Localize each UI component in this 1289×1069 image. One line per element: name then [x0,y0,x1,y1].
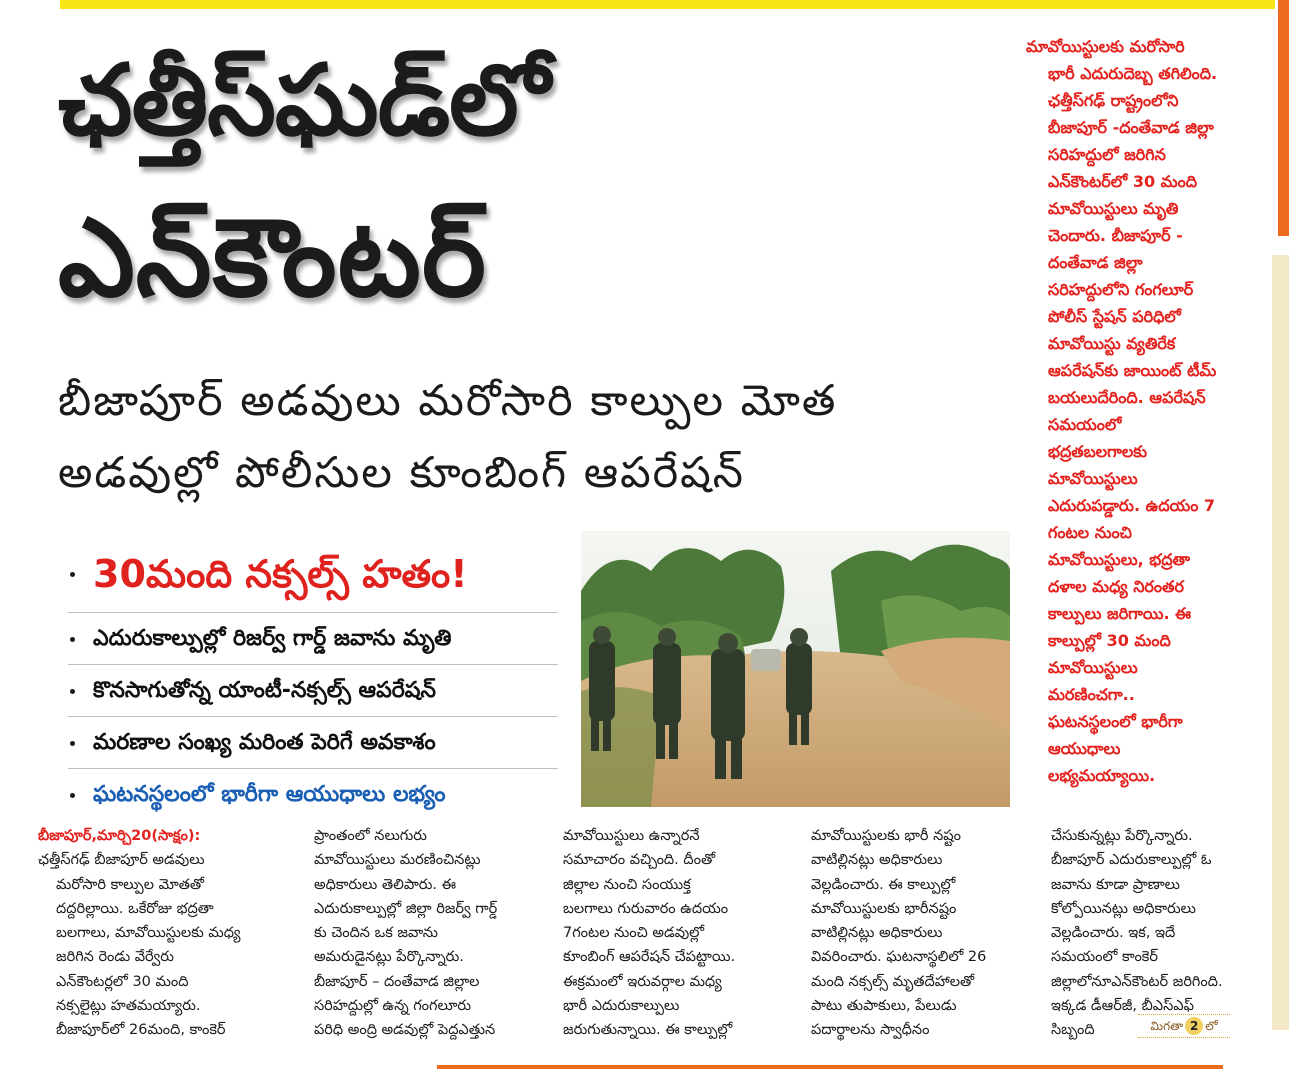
article-column-3 [545,824,780,1043]
article-line: అధికారులు తెలిపారు. ఈ [314,876,457,893]
sidebar-line: ఛత్తీస్‌గఢ్ రాష్ట్రంలోని [1048,91,1179,110]
subheadline-line-1: బీజాపూర్ అడవులు మరోసారి కాల్పుల మోత [58,376,838,426]
sidebar-paragraph [1026,33,1258,789]
continued-on-page-tag[interactable] [1138,1014,1230,1038]
highlight-item [68,613,558,665]
article-line: వెల్లడించారు. ఇక, ఇదే [1051,925,1176,942]
bullet-dot [70,637,75,642]
right-edge-cream-bar [1272,255,1289,1030]
sidebar-line: ఆయుధాలు [1048,739,1121,758]
bullet-dot [70,689,75,694]
page-number-badge: 2 [1185,1017,1203,1035]
article-line: వివరించారు. ఘటనాస్థలిలో 26 [811,949,987,966]
page-tag-left: మిగతా [1150,1019,1184,1033]
article-line: బీజాపూర్‌లో 26మంది, కాంకెర్ [56,1022,226,1039]
article-line: సమయంలో కాంకెర్ [1051,949,1158,966]
sidebar-line: మావోయిస్టు వ్యతిరేక [1048,334,1176,353]
highlight-main [68,536,558,613]
article-line: బలగాలు, మావోయిస్టులకు మధ్య [56,925,241,942]
sidebar-line: చెందారు. బీజాపూర్ - [1048,226,1183,245]
sidebar-line: సమయంలో [1048,415,1122,434]
dateline: బీజాపూర్,మార్చి20(సాక్షం): [38,828,201,844]
highlight-item [68,665,558,717]
article-line: సమాచారం వచ్చింది. దీంతో [563,852,716,869]
sidebar-line: మావోయిస్టులు మృతి [1048,199,1179,218]
bottom-orange-rule [437,1065,1223,1069]
highlights-list [68,536,558,820]
sidebar-line: ఘటనస్థలంలో భారీగా [1048,712,1183,731]
headline-line-1: ఛత్తీస్‌ఘడ్‌లో [58,44,549,158]
highlight-text: ఘటనస్థలంలో భారీగా ఆయుధాలు లభ్యం [93,782,446,807]
article-line: చేసుకున్నట్లు పేర్కొన్నారు. [1051,828,1193,844]
article-line: కూంబింగ్ ఆపరేషన్ చేపట్టాయి. [563,949,736,966]
bullet-dot [70,572,75,577]
article-line: కోల్పోయినట్లు అధికారులు [1051,900,1196,917]
article-line: మావోయిస్టులకు భారీ నష్టం [811,828,961,844]
article-line: ఛత్తీస్‌గఢ్ బీజాపూర్ అడవులు [38,852,205,869]
sidebar-line: గంటల నుంచి [1048,523,1132,542]
sidebar-line: సరిహద్దులోని గంగలూర్ [1048,280,1194,299]
sidebar-line: బయలుదేరింది. ఆపరేషన్ [1048,388,1206,407]
article-line: జవాను కూడా ప్రాణాలు [1051,876,1180,893]
highlight-item [68,769,558,820]
article-line: బీజాపూర్ ఎదురుకాల్పుల్లో ఓ [1051,852,1212,869]
article-line: ఇక్కడ డీఆర్‌జీ, బీఎస్‌ఎఫ్ [1051,998,1194,1015]
sidebar-line: మావోయిస్టులకు మరోసారి [1026,37,1185,56]
article-line: మావోయిస్టులు మరణించినట్లు [314,852,481,869]
sidebar-line: భద్రతబలగాలకు [1048,442,1148,461]
sidebar-line: కాల్పుల్లో 30 మంది [1048,631,1171,650]
article-line: జరుగుతున్నాయి. ఈ కాల్పుల్లో [563,1022,733,1039]
article-line: 7గంటల నుంచి అడవుల్లో [563,925,705,942]
article-line: ఎదురుకాల్పుల్లో జిల్లా రిజర్వ్ గార్డ్ [314,900,498,917]
sidebar-line: దళాల మధ్య నిరంతర [1048,577,1184,596]
sidebar-line: లభ్యమయ్యాయి. [1048,766,1156,785]
sidebar-line: ఎదురుపడ్డారు. ఉదయం 7 [1048,496,1216,515]
highlight-text: మరణాల సంఖ్య మరింత పెరిగే అవకాశం [93,730,436,755]
sidebar-line: మావోయిస్టులు, భద్రతా [1048,550,1191,569]
article-column-1 [38,824,273,1043]
article-column-5 [1033,824,1268,1043]
sidebar-line: మరణించగా.. [1048,685,1135,704]
sidebar-line: సరిహద్దులో జరిగిన [1048,145,1166,164]
article-line: సరిహద్దుల్లో ఉన్న గంగలూరు [314,998,472,1015]
article-line: జిల్లాలోనూఎన్‌కౌంటర్ జరిగింది. [1051,973,1223,990]
highlight-text: కొనసాగుతోన్న యాంటీ-నక్సల్స్ ఆపరేషన్ [93,678,436,703]
news-photo [581,531,1010,807]
article-line: వాటిల్లినట్లు అధికారులు [811,852,943,869]
article-line: జిల్లాల నుంచి సంయుక్త [563,876,691,893]
article-line: భారీ ఎదురుకాల్పులు [563,998,680,1015]
article-line: బలగాలు గురువారం ఉదయం [563,900,729,917]
right-edge-orange-bar [1278,0,1289,236]
article-line: సిబ్బంది [1051,1022,1095,1039]
article-column-2 [296,824,531,1043]
highlight-text: 30మంది నక్సల్స్ హతం! [93,552,468,596]
sidebar-line: కాల్పులు జరిగాయి. ఈ [1048,604,1192,623]
bullet-dot [70,793,75,798]
sidebar-line: ఆపరేషన్‌కు జాయింట్ టీమ్ [1048,361,1217,380]
headline-line-2: ఎన్‌కౌంటర్ [58,196,487,321]
subheadline-line-2: అడవుల్లో పోలీసుల కూంబింగ్ ఆపరేషన్ [58,448,745,498]
sidebar-line: మావోయిస్టులు [1048,658,1138,677]
sidebar-line: దంతేవాడ జిల్లా [1048,253,1143,272]
article-line: పదార్థాలను స్వాధీనం [811,1022,930,1039]
bullet-dot [70,741,75,746]
article-line: మరోసారి కాల్పుల మోతతో [56,876,205,893]
article-line: ఈక్రమంలో ఇరువర్గాల మధ్య [563,973,722,990]
article-line: ఎన్‌కౌంటర్లలో 30 మంది [56,973,189,990]
page-tag-right: లో [1205,1019,1218,1033]
top-color-bar [60,0,1275,9]
sidebar-line: ఎన్‌కౌంటర్‌లో 30 మంది [1048,172,1198,191]
article-line: వెల్లడించారు. ఈ కాల్పుల్లో [811,876,956,893]
article-line: కు చెందిన ఒక జవాను [314,925,438,942]
sidebar-line: పోలీస్ స్టేషన్ పరిధిలో [1048,307,1181,326]
sidebar-line: మావోయిస్టులు [1048,469,1138,488]
article-line: అమరుడైనట్లు పేర్కొన్నారు. [314,949,464,966]
article-line: వాటిల్లినట్లు అధికారులు [811,925,943,942]
article-line: పరిధి అంద్రి అడవుల్లో పెద్దఎత్తున [314,1022,496,1039]
article-line: దద్దరిల్లాయి. ఒకేరోజు భద్రతా [56,900,214,917]
article-line: మావోయిస్టులు ఉన్నారనే [563,828,700,844]
highlight-item [68,717,558,769]
article-line: ప్రాంతంలో నలుగురు [314,828,427,844]
article-line: పాటు తుపాకులు, పేలుడు [811,998,957,1015]
article-line: జరిగిన రెండు వేర్వేరు [56,949,174,966]
sidebar-line: బీజాపూర్ -దంతేవాడ జిల్లా [1048,118,1214,137]
highlight-text: ఎదురుకాల్పుల్లో రిజర్వ్ గార్డ్ జవాను మృతి [93,626,452,651]
sidebar-line: భారీ ఎదురుదెబ్బ తగిలింది. [1048,64,1218,83]
article-column-4 [793,824,1028,1043]
article-line: బీజాపూర్ – దంతేవాడ జిల్లాల [314,973,480,990]
article-line: నక్సలైట్లు హతమయ్యారు. [56,998,201,1015]
article-line: మంది నక్సల్స్ మృతదేహాలతో [811,973,975,990]
article-line: మావోయిస్టులకు భారీనష్టం [811,900,957,917]
sidebar-summary [1026,33,1258,789]
